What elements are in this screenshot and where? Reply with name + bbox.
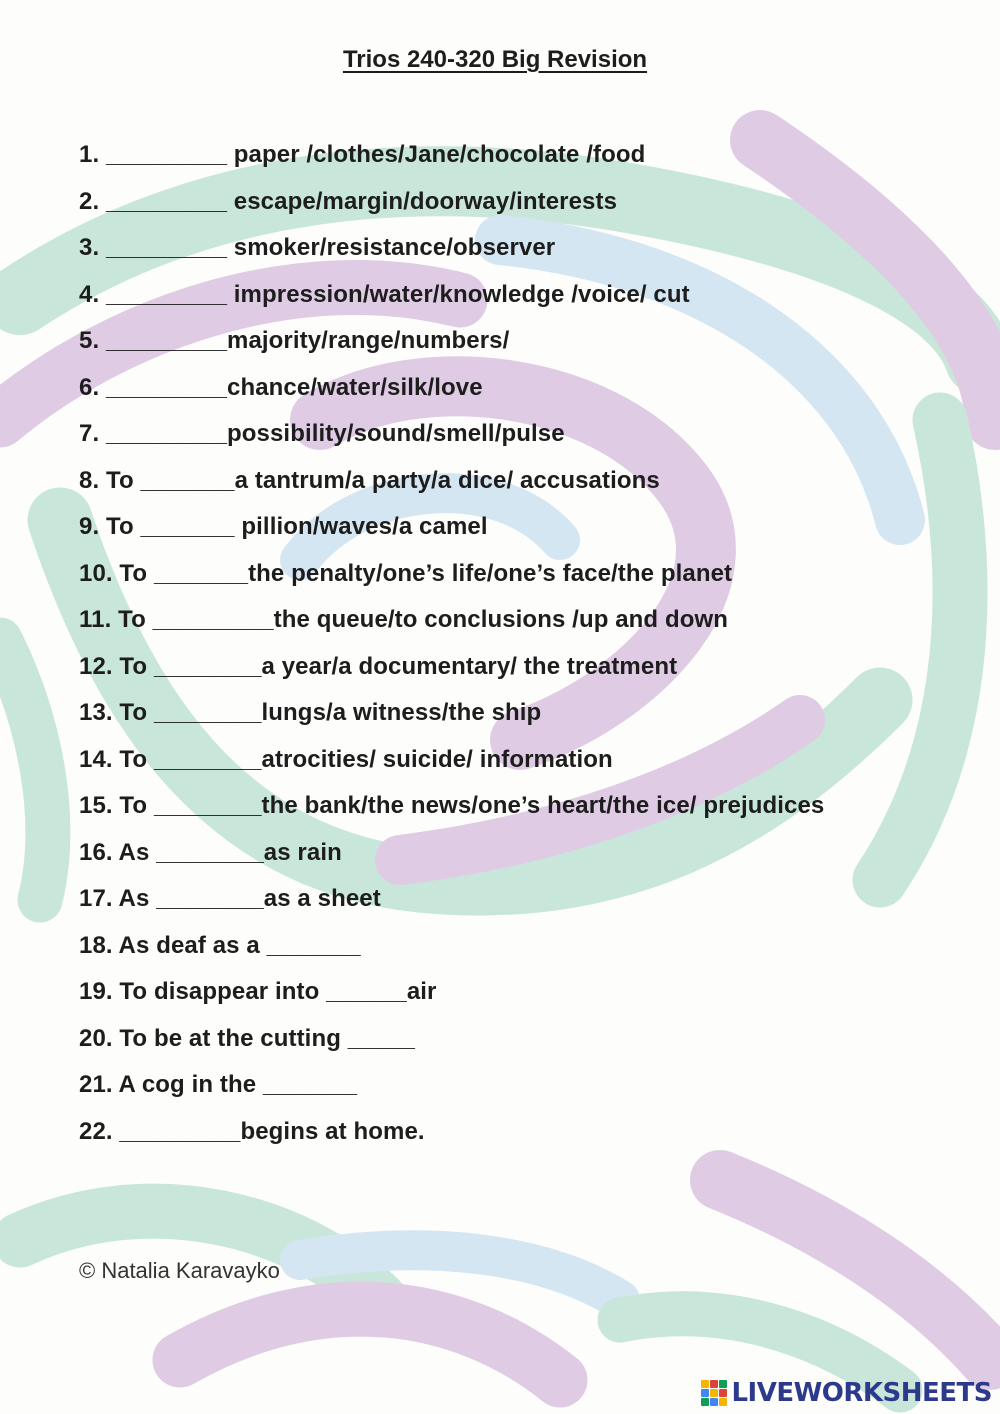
- exercise-item: 10. To _______the penalty/one’s life/one’s face/the planet: [79, 559, 733, 587]
- exercise-item: 3. _________ smoker/resistance/observer: [79, 234, 556, 261]
- exercise-list: [79, 138, 824, 1161]
- exercise-item: 12. To ________a year/a documentary/ the treatment: [79, 652, 678, 680]
- logo-cell: [701, 1380, 709, 1388]
- logo-cell: [719, 1398, 727, 1406]
- exercise-item: 2. _________ escape/margin/doorway/interests: [79, 187, 618, 215]
- exercise-item: 6. _________chance/water/silk/love: [79, 373, 483, 401]
- logo-cell: [719, 1380, 727, 1388]
- liveworksheets-logo[interactable]: [701, 1378, 992, 1408]
- exercise-item: 11. To _________the queue/to conclusions /up and down: [79, 606, 729, 633]
- exercise-item: 21. A cog in the _______: [79, 1071, 358, 1098]
- exercise-item: 13. To ________lungs/a witness/the ship: [79, 699, 542, 726]
- logo-grid-icon: [701, 1380, 727, 1406]
- logo-cell: [701, 1398, 709, 1406]
- logo-cell: [710, 1380, 718, 1388]
- exercise-item: 4. _________ impression/water/knowledge /voice/ cut: [79, 280, 690, 308]
- logo-cell: [710, 1398, 718, 1406]
- page-title: Trios 240-320 Big Revision: [342, 46, 648, 73]
- logo-cell: [710, 1389, 718, 1397]
- exercise-item: 17. As ________as a sheet: [79, 885, 381, 912]
- exercise-item: 20. To be at the cutting _____: [79, 1024, 415, 1052]
- exercise-item: 14. To ________atrocities/ suicide/ information: [79, 745, 613, 773]
- exercise-item: 19. To disappear into ______air: [79, 978, 437, 1005]
- exercise-item: 5. _________majority/range/numbers/: [79, 327, 510, 354]
- logo-cell: [701, 1389, 709, 1397]
- exercise-item: 9. To _______ pillion/waves/a camel: [79, 513, 488, 540]
- exercise-item: 7. _________possibility/sound/smell/pulse: [79, 420, 565, 447]
- exercise-item: 22. _________begins at home.: [79, 1117, 425, 1145]
- exercise-item: 8. To _______a tantrum/a party/a dice/ accusations: [79, 466, 660, 494]
- logo-text: LIVEWORKSHEETS: [731, 1378, 992, 1408]
- exercise-item: 15. To ________the bank/the news/one’s heart/the ice/ prejudices: [79, 792, 825, 819]
- exercise-item: 1. _________ paper /clothes/Jane/chocolate /food: [79, 141, 646, 168]
- exercise-item: 16. As ________as rain: [79, 838, 342, 866]
- exercise-item: 18. As deaf as a _______: [79, 931, 361, 959]
- copyright-notice: © Natalia Karavayko: [79, 1258, 280, 1283]
- logo-cell: [719, 1389, 727, 1397]
